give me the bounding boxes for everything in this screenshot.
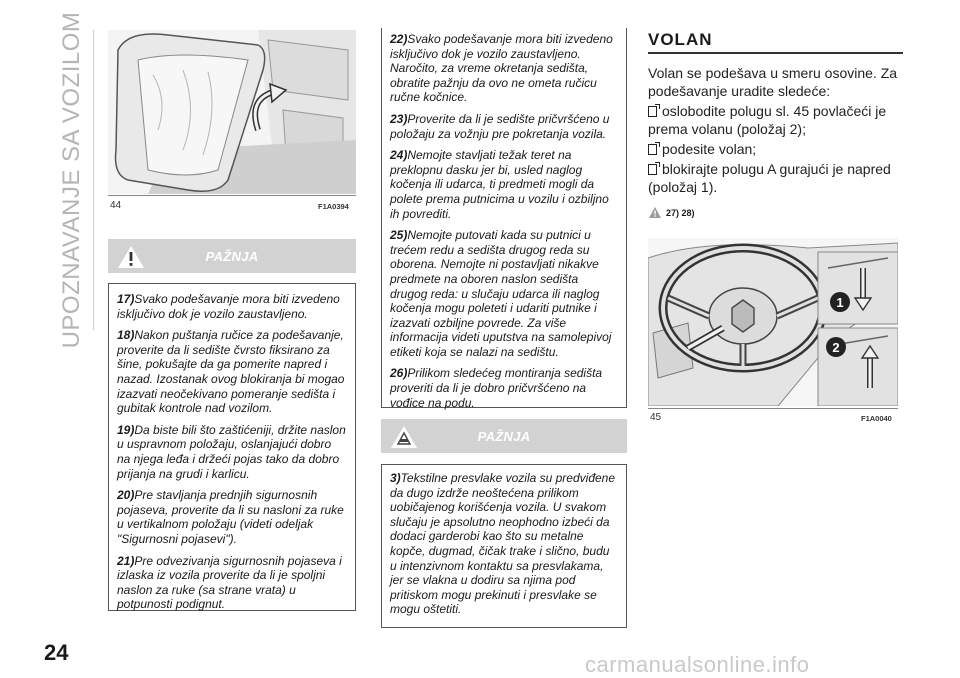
warning-item-3: 3)Tekstilne presvlake vozila su predviđene da dugo izdrže neoštećena prilikom uobičajenog korišćenja vozila. U svakom slučaju je apsolutno neophodno izbeći da dodaci garderobi kao što su metalne kopče, dugmad, čičak trake i slično, budu u intenzivnom kontaktu sa presvlakama, jer se vlakna u dodiru sa njima pod pritiskom mogu prekinuti i presvlake se mogu oštetiti. (390, 471, 616, 617)
warning-item-20: 20)Pre stavljanja prednjih sigurnosnih pojaseva, proverite da li su nasloni za ruke u vertikalnom položaju (videti odeljak "Sigurnosni pojasevi"). (117, 488, 344, 546)
steering-wheel-drawing (648, 238, 898, 406)
warning-header-2 (381, 419, 627, 453)
warning-box-2 (381, 464, 627, 628)
warning-title-2: PAŽNJA (477, 428, 531, 444)
volan-step-1: oslobodite polugu sl. 45 povlačeći je prema volanu (položaj 2); (648, 103, 887, 137)
figure-45-number: 45 (650, 412, 662, 423)
figure-44-illustration (108, 30, 356, 194)
figure-45-code: F1A0040 (861, 414, 892, 423)
warning-header-1 (108, 239, 356, 273)
figure-45-rule (648, 408, 898, 409)
site-watermark: carmanualsonline.info (585, 652, 810, 677)
checkbox-bullet-icon (648, 164, 657, 175)
warning-box-1-continued (381, 28, 627, 408)
warning-item-24: 24)Nemojte stavljati težak teret na preklopnu dasku jer bi, usled naglog kočenja ili udarca, ti predmeti mogli da polete prema putnicima u vozilu i ozbiljno ih povrediti. (390, 148, 609, 221)
checkbox-bullet-icon (648, 144, 657, 155)
volan-step-2: podesite volan; (648, 140, 903, 158)
figure-44-rule (108, 195, 356, 196)
volan-warning-refs: 27) 28) (648, 206, 903, 219)
page-number: 24 (44, 640, 69, 665)
callout-1: 1 (836, 295, 844, 310)
warning-item-18: 18)Nakon puštanja ručice za podešavanje, proverite da li sedište čvrsto fiksirano za šine, pokušajte da ga pomerite napred i nazad. Izostanak ovog blokiranja bi mogao izazvati neočekivano pomeranje sedišta i gubitak kontrole nad vozilom. (117, 328, 345, 416)
warning-item-26: 26)Prilikom sledećeg montiranja sedišta proveriti da li je dobro pričvršćeno na vođice na podu. (390, 366, 603, 410)
warning-item-21: 21)Pre odvezivanja sigurnosnih pojaseva i izlaska iz vozila proverite da li je spoljni naslon za ruke (sa strane vrata) u potpunosti podignut. (117, 553, 342, 612)
side-divider (93, 30, 94, 330)
volan-title: VOLAN (648, 30, 903, 54)
volan-intro: Volan se podešava u smeru osovine. Za podešavanje uradite sledeće: (648, 65, 898, 99)
warning-item-25: 25)Nemojte putovati kada su putnici u trećem redu a sedišta drugog reda su oborena. Nemojte ni postavljati nikakve predmete na oboren naslon sedišta drugog reda: u slučaju udarca ili naglog kočenja mogu poleteti i udariti putnike i izazvati ozbiljne povrede. Za više informacija videti uputstva na samolepivoj etiketi koja se nalazi na sedištu. (390, 228, 612, 359)
checkbox-bullet-icon (648, 106, 657, 117)
warning-triangle-small-icon (648, 206, 662, 219)
figure-44-number: 44 (110, 200, 122, 211)
figure-44-code: F1A0394 (318, 202, 349, 211)
warning-item-19: 19)Da biste bili što zaštićeniji, držite naslon u uspravnom položaju, oslanjajući dobro na njega leđa i držeći pojas tako da dobro prijanja na grudi i karlicu. (117, 422, 346, 481)
volan-section (648, 30, 903, 219)
warning-item-22: 22)Svako podešavanje mora biti izvedeno isključivo dok je vozilo zaustavljeno. Naročito, za vreme okretanja sedišta, obratite pažnju da ovo ne ometa ručicu ručne kočnice. (390, 32, 613, 105)
figure-45-illustration (648, 238, 898, 406)
warning-box-1 (108, 283, 356, 611)
warning-item-23: 23)Proverite da li je sedište pričvršćeno u položaju za vožnju pre pokretanja vozila. (390, 111, 610, 141)
side-section-title: UPOZNAVANJE SA VOZILOM (58, 11, 85, 349)
callout-2: 2 (832, 340, 840, 355)
warning-item-17: 17)Svako podešavanje mora biti izvedeno isključivo dok je vozilo zaustavljeno. (117, 292, 340, 321)
volan-step-3: blokirajte polugu A gurajući je napred (položaj 1). (648, 161, 891, 195)
seat-folding-drawing (108, 30, 356, 194)
warning-title-1: PAŽNJA (205, 248, 259, 264)
